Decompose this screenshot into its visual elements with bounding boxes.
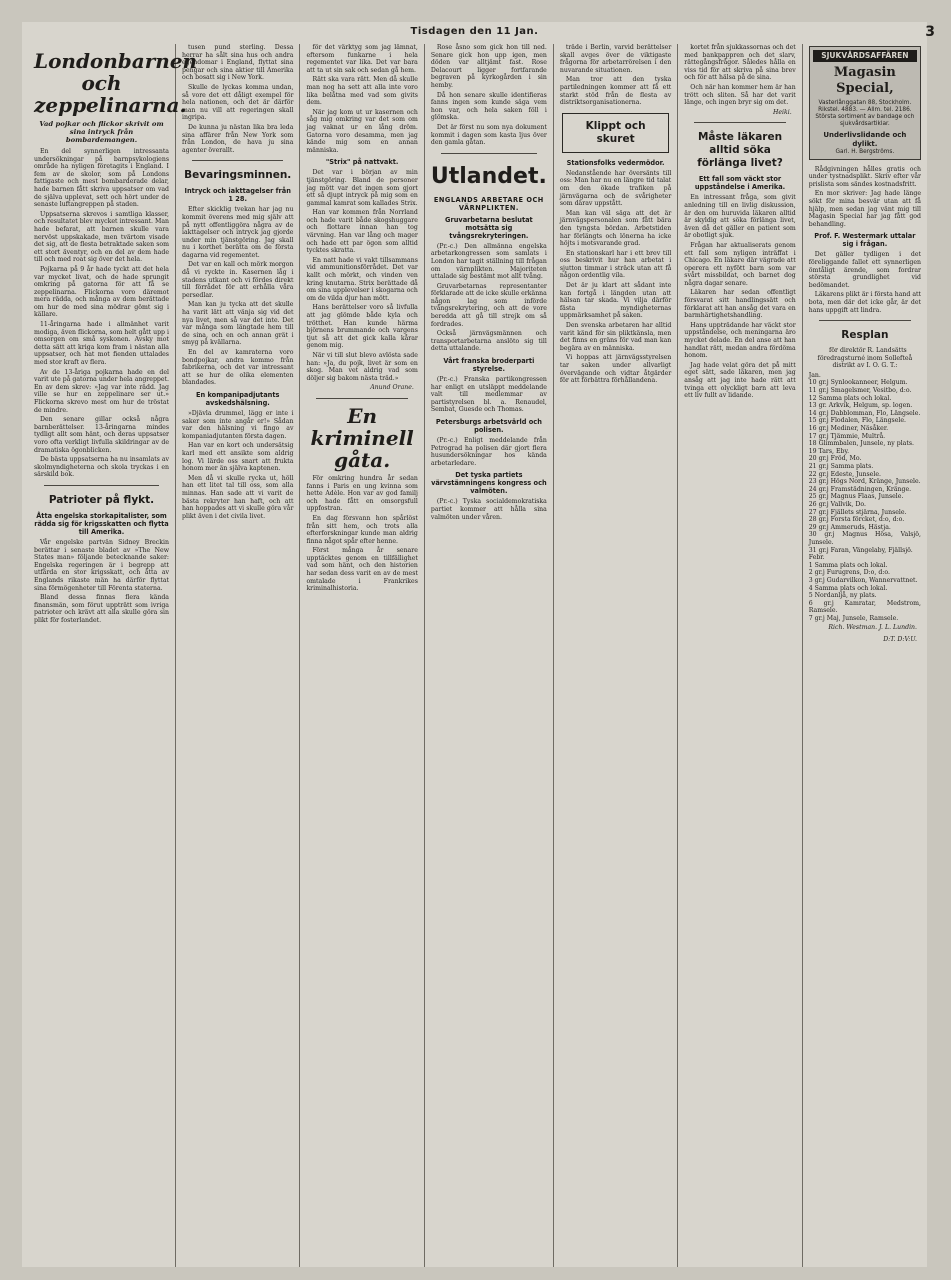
ad-title: Magasin Special, bbox=[833, 64, 896, 96]
list-item: 21 gr.j Samma plats. bbox=[808, 463, 874, 470]
paragraph: (Pr.-c.) Tyska socialdemokratiska partiet kommer att hålla sina valmöten under våren. bbox=[430, 498, 547, 521]
paragraph: Nedanstående har översänts till oss: Man har nu en längre tid talat om den ökade trafiken på järnvägarna och de svårigheter som därav uppstått. bbox=[559, 169, 672, 208]
paragraph: Läkaren har sedan offentligt försvarat sitt handlingssätt och förklarat att han ansåg det vara en barmhärtighetshandling. bbox=[684, 289, 796, 320]
paragraph: Han var en kort och undersätsig karl med ett ansikte som aldrig log. Vi lärde oss snart att frukta honom mer än själva kaptenen. bbox=[182, 442, 294, 473]
article-title-resplan: Resplan bbox=[841, 329, 889, 342]
list-item: 2 gr.j Furugrens, D:o, d:o. bbox=[808, 569, 890, 577]
article-title-bevaringsminnen: Bevaringsminnen. bbox=[184, 169, 292, 182]
list-item: 13 gr. Arkvik, Helgum, sp. logen. bbox=[808, 402, 913, 410]
paragraph: Läkarens plikt är i första hand att bota, men där det icke går, är det hans uppgift att lindra. bbox=[808, 291, 921, 314]
paragraph: Av de 13-åriga pojkarna hade en del varit ute på gatorna under hela angreppet. En av dem skrev: »Jag var inte rädd. Jag ville se hur en zeppelinare ser ut.» Flickorna skrevo mest om hur de tröstat de mindre. bbox=[34, 368, 169, 414]
paragraph: Rådgivningen hålles gratis och under tystnadsplikt. Skriv efter vår prislista som sändes kostnadsfritt. bbox=[808, 165, 921, 188]
column-3 bbox=[300, 44, 424, 1267]
section-box bbox=[562, 113, 669, 153]
paragraph: (Pr.-c.) Enligt meddelande från Petrograd ha polisen där gjort flera husundersökningar hos kända arbetarledare. bbox=[430, 437, 547, 467]
closing-signature-titles: D:T. D:V:U. bbox=[883, 636, 917, 644]
ad-text: Största sortiment av bandage och sjukvårdsartiklar. bbox=[815, 113, 915, 127]
paragraph: Den senare gillar också några barnberättelser. 13-åringarna mindes tydligt allt som hänt, och deras uppsatser voro ofta verkligt livfulla skildringar av de dramatiska ögonblicken. bbox=[34, 416, 169, 454]
columns bbox=[28, 44, 927, 1267]
newspaper-page bbox=[22, 22, 935, 1267]
list-item: 28 gr.j Forsta förcket, d:o, d:o. bbox=[808, 516, 905, 524]
paragraph: Hans uppträdande har väckt stor uppståndelse, och meningarna äro mycket delade. En del anse att han handlat rätt, medan andra fördöma honom. bbox=[684, 321, 796, 360]
paragraph: Frågan har aktualiserats genom ett fall som nyligen inträffat i Chicago. En läkare där vägrade att operera ett nyfött barn som var svårt missbildat, och barnet dog några dagar senare. bbox=[684, 241, 796, 287]
article-subtitle: Prof. F. Westermark uttalar sig i frågan. bbox=[814, 232, 916, 249]
paragraph: Jag hade velat göra det på mitt eget sätt, sade läkaren, men jag ansåg att jag inte hade rätt att tvinga ett olyckligt barn att leva ett liv fullt av lidande. bbox=[684, 361, 796, 400]
list-item: 10 gr.j Synlookanneer, Helgum. bbox=[808, 379, 908, 387]
paragraph: tusen pund sterling. Dessa herrar ha sålt sina hus och andra egendomar i England, flyttat sina pengar och sina aktier till Amerika och bosatt sig i New York. bbox=[182, 44, 294, 82]
list-item: 18 Glimmbalen, Junsele, ny plats. bbox=[808, 440, 914, 448]
paragraph: Hans berättelser voro så livfulla att jag glömde både kyla och trötthet. Han kunde härma björnens brummande och vargens tjut så att det gick kalla kårar genom mig. bbox=[306, 304, 418, 350]
column-1 bbox=[28, 44, 198, 1267]
column-5 bbox=[554, 44, 678, 1267]
author-signature: Heiki. bbox=[773, 108, 792, 116]
list-item: 22 gr.j Edeste, Junsele. bbox=[808, 470, 881, 478]
paragraph: Uppsatserna skrevos i samtliga klasser, och resultatet blev mycket intressant. Man hade befarat, att barnen skulle vara nervöst uppskakade, men tvärtom visade det sig, att de flesta betraktade saken som ett stort äventyr, och en del av dem hade till och med roat sig över det hela. bbox=[34, 210, 169, 264]
divider bbox=[819, 320, 911, 321]
paragraph: Den svenska arbetaren har alltid varit känd för sin pliktkänsla, men det finns en gräns för vad man kan begära av en människa. bbox=[559, 322, 672, 352]
plan-list bbox=[809, 379, 921, 554]
paragraph: Han var kommen från Norrland och hade varit både skogshuggare och flottare innan han tog värvning. Han var lång och mager och hade ett par ögon som alltid tycktes skratta. bbox=[306, 209, 418, 255]
list-item: 7 gr.j Maj, Junsele, Ramsele. bbox=[808, 614, 899, 622]
paragraph: När vi till slut blevo avlösta sade han: »Ja, du pojk, livet är som en skog. Man vet aldrig vad som döljer sig bakom nästa träd.» bbox=[306, 351, 418, 382]
list-item: 14 gr.j Dabblomman, Flo, Längsele. bbox=[808, 409, 921, 417]
paragraph: Det var en kall och mörk morgon då vi ryckte in. Kasernen låg i stadens utkant och vi fördes direkt till förrådet för att erhålla våra persedlar. bbox=[182, 261, 294, 299]
section-title-klippt: Klippt och skuret bbox=[585, 119, 646, 145]
article-title-londonbarnen: Londonbarnen och zeppelinarna. bbox=[34, 49, 198, 117]
paragraph: Vi hoppas att järnvägsstyrelsen tar saken under allvarligt övervägande och vidtar åtgärder för att förbättra förhållandena. bbox=[559, 354, 672, 385]
article-subtitle: Intryck och iakttagelser från 1 28. bbox=[184, 187, 291, 204]
paragraph: Gruvarbetarnas representanter förklarade att de icke skulle erkänna någon lag som införde tvångsrekrytering, och att de vore beredda att gå till strejk om så fordrades. bbox=[430, 282, 547, 328]
paragraph: En del synnerligen intressanta undersökningar på barnpsykologiens område ha nyligen företagits i England. I fem av de skolor, som på Londons fattigaste och mest bombarderade delar, hade barnen fått skriva uppsatser om vad de själva upplevat, sett och hört under de senaste luftangreppen på staden. bbox=[34, 148, 169, 209]
list-item: 4 Samma plats och lokal. bbox=[808, 584, 888, 592]
paragraph: Man kan väl säga att det är järnvägspersonalen som fått bära den tyngsta bördan. Arbetstiden har förlängts och lönerna ha icke höjts i motsvarande grad. bbox=[559, 209, 672, 248]
list-item: 26 gr.j Vallvik, Do. bbox=[808, 500, 866, 508]
column-7 bbox=[803, 44, 927, 1267]
paragraph: Pojkarna på 9 år hade tyckt att det hela var mycket livat, och de hade sprungit omkring på gatorna för att få se zeppelinarna. Flickorna voro däremot mera rädda, och många av dem berättade om hur de med sina mödrar gömt sig i källare. bbox=[34, 265, 169, 319]
advertisement bbox=[809, 46, 921, 160]
plan-month: Febr. bbox=[808, 554, 825, 562]
paragraph: Det är först nu som nya dokument kommit i dagen som kasta ljus över den gamla gåtan. bbox=[430, 123, 547, 147]
paragraph: Också järnvägsmännen och transportarbetarna anslöto sig till detta uttalande. bbox=[430, 330, 547, 353]
paragraph: Bland dessa finnas flera kända finansmän, som förut uppträtt som ivriga patrioter och krävt att alla skulle göra sin plikt för fosterlandet. bbox=[34, 594, 169, 624]
plan-intro: för direktör R. Landsätts föredragsturné inom Sollefteå distrikt av I. O. G. T.: bbox=[817, 347, 913, 370]
column-6 bbox=[678, 44, 802, 1267]
list-item: 30 gr.j Magnus Hösa, Valsjö, Junsele. bbox=[808, 531, 921, 546]
paragraph: Det var i början av min tjänstgöring. Bland de personer jag mött var det ingen som gjort ett så djupt intryck på mig som en gammal kamrat som kallades Strix. bbox=[306, 169, 418, 207]
paragraph: En natt hade vi vakt tillsammans vid ammunitionsförrådet. Det var kallt och mörkt, och vinden ven kring knutarna. Strix berättade då om sina upplevelser i skogarna och om de vilda djur han mött. bbox=[306, 256, 418, 302]
ad-headline: Underlivslidande och dylikt. bbox=[823, 130, 907, 148]
list-item: 3 gr.j Gudarvilkon, Wannervattnet. bbox=[808, 576, 918, 584]
running-title: Tisdagen den 11 Jan. bbox=[410, 26, 539, 37]
paragraph: Vår engelske partvän Sidney Breckin berättar i senaste bladet av »The New States man» följande betecknande saker: Engelska regeringen är i begrepp att utfärda en stor krigsskatt, och åtta av Englands rikaste män ha därför flyttat sina förmögenheter till Förenta staterna. bbox=[34, 538, 169, 592]
list-item: 25 gr.j Magnus Flaas, Junsele. bbox=[808, 493, 904, 501]
article-subtitle: Ett fall som väckt stor uppståndelse i Amerika. bbox=[694, 175, 786, 192]
article-subtitle: ENGLANDS ARBETARE OCH VÄRNPLIKTEN. bbox=[433, 195, 544, 212]
list-item: 31 gr.j Faran, Vängelaby, Fjällsjö. bbox=[808, 546, 913, 554]
paragraph: En dag försvann hon spårlöst från sitt hem, och trots alla efterforskningar kunde man aldrig finna något spår efter henne. bbox=[306, 514, 418, 545]
paragraph: Efter skicklig tvekan har jag nu kommit överens med mig själv att på nytt offentliggöra några av de iakttagelser och intryck jag gjorde under min tjänstgöring. Jag skall nu i korthet berätta om de första dagarna vid regementet. bbox=[182, 206, 294, 259]
plan-month: Jan. bbox=[808, 371, 821, 379]
list-item: 20 gr.j Fröd, Mo. bbox=[808, 455, 862, 463]
author-signature: Anund Orane. bbox=[370, 384, 414, 392]
paragraph: 11-åringarna hade i allmänhet varit modiga, även flickorna, som helt gått upp i omsorgen om små syskonen. Avsky mot detta sätt att kriga kom fram i nästan alla uppsatser, och hat mot fienden uttalades med stor kraft av flera. bbox=[34, 321, 169, 367]
paragraph: (Pr.-c.) Franska partikongressen har enligt en utsläppt meddelande valt till medlemmar av partistyrelsen bl. a. Renaudel, Sembat, Guesde och Thomas. bbox=[430, 376, 547, 414]
paragraph: De bästa uppsatserna ha nu insamlats av skolmyndigheterna och skola tryckas i en särskild bok. bbox=[34, 456, 170, 479]
divider bbox=[192, 160, 283, 161]
paragraph: En intressant fråga, som givit anledning till en livlig diskussion, är den om huruvida läkaren alltid är skyldig att söka förlänga livet, även då det gäller en patient som är obotligt sjuk. bbox=[684, 194, 796, 240]
paragraph: En mor skriver: Jag hade länge sökt för mina besvär utan att få hjälp, men sedan jag vänt mig till Magasin Special har jag fått god behandling. bbox=[808, 190, 921, 228]
paragraph: Det är ju klart att sådant inte kan fortgå i längden utan att hälsan tar skada. Vi vilja därför fästa myndigheternas uppmärksamhet på saken. bbox=[559, 282, 672, 320]
ad-signature: Garl. H. Bergströms. bbox=[835, 148, 895, 155]
paragraph: Men då vi skulle rycka ut, höll han ett litet tal till oss, som alla minnas. Han sade att vi varit de bästa rekryter han haft, och att han hoppades att vi skulle göra vår plikt även i det civila livet. bbox=[182, 474, 294, 520]
ad-address: Vasterlånggatan 88, Stockholm. bbox=[818, 99, 912, 106]
list-item: 19 Tars, Eby. bbox=[808, 447, 850, 455]
column-4 bbox=[425, 44, 554, 1267]
ad-phone: Rikstel. 4883. — Allm. tel. 2186. bbox=[818, 106, 912, 113]
divider bbox=[441, 153, 537, 154]
article-title-lakaren: Måste läkaren alltid söka förlänga livet? bbox=[697, 131, 783, 170]
paragraph: Först många år senare upptäcktes genom en tillfällighet vad som hänt, och den historien har sedan dess varit en av de mest omtalade i Frankrikes kriminalhistoria. bbox=[306, 547, 418, 593]
divider bbox=[316, 398, 407, 399]
paragraph: träde i Berlin, varvid berättelser skall avges över de viktigaste frågorna för arbetarrörelsen i den nuvarande situationen. bbox=[559, 44, 672, 74]
paragraph: En stationskarl har i ett brev till oss beskrivit hur han arbetat i sjutton timmar i sträck utan att få någon ordentlig vila. bbox=[559, 249, 672, 280]
article-subtitle: Gruvarbetarna beslutat motsätta sig tvångsrekryteringen. bbox=[445, 215, 533, 240]
divider bbox=[694, 122, 785, 123]
paragraph: Och när han kommer hem är han trött och sliten. Så har det varit länge, och ingen bryr sig om det. bbox=[684, 83, 796, 107]
paragraph: De kunna ju nästan lika bra leda sina affärer från New York som från London, de hava ju sina agenter överallt. bbox=[182, 123, 294, 154]
paragraph: Skulle de lyckas komma undan, så vore det ett dåligt exempel för hela nationen, och det är därför man nu vill att regeringen skall ingripa. bbox=[182, 83, 294, 122]
page-number: 3 bbox=[925, 24, 935, 40]
list-item: 12 Samma plats och lokal. bbox=[808, 394, 892, 402]
divider bbox=[44, 485, 159, 486]
article-subtitle: Det tyska partiets värvstämningens kongress och valmöten. bbox=[431, 471, 547, 496]
paragraph: kortet från sjukkassornas och det med bankpappren och det slarv, rättegångsfrågor. Således hålla en viss tid för att skriva på sina brev och för att hälsa på de sina. bbox=[684, 44, 796, 82]
list-item: 29 gr.j Ammeruds, Hästja. bbox=[808, 523, 891, 531]
paragraph: för det värktyg som jag lämnat, eftersom funkarne i hela regementet var lika. Det var bara att ta ut sin sak och sedan gå hem. bbox=[306, 44, 418, 74]
paragraph: »Djävla drummel, lägg er inte i saker som inte angår er!» Sådan var den hälsning vi fingo av kompaniadjutanten första dagen. bbox=[182, 409, 294, 440]
paragraph: För omkring hundra år sedan fanns i Paris en ung kvinna som hette Adèle. Hon var av god familj och hade fått en omsorgsfull uppfostran. bbox=[306, 474, 418, 513]
article-subtitle: En kompanipadjutants avskedshälsning. bbox=[195, 390, 280, 407]
list-item: 23 gr.j Högs Nord, Kränge, Junsele. bbox=[808, 478, 921, 486]
article-subtitle: "Strix" på nattvakt. bbox=[325, 158, 399, 167]
paragraph: När jag kom ut ur kasernen och såg mig omkring var det som om jag vaknat ur en lång dröm. Gatorna voro desamma, men jag kände mig som en annan människa. bbox=[306, 108, 418, 154]
paragraph: En del av kamraterna voro bondpojkar, andra kommo från fabrikerna, och det var intressant att se hur de olika elementen blandades. bbox=[182, 349, 294, 387]
ad-band: SJUKVÅRDSAFFÄREN bbox=[813, 50, 917, 62]
section-title-utlandet: Utlandet. bbox=[430, 163, 547, 189]
column-2 bbox=[176, 44, 300, 1267]
list-item: 17 gr.j Tjämmie, Multrå. bbox=[808, 432, 886, 440]
closing-signature: Rich. Westman. J. L. Lundin. bbox=[828, 624, 917, 632]
article-title-patrioter: Patrioter på flykt. bbox=[48, 493, 155, 506]
list-item: 1 Samma plats och lokal. bbox=[808, 561, 888, 569]
list-item: 5 Nordanljå, ny plats. bbox=[808, 592, 877, 600]
paragraph: Det gäller tydligen i det föreliggande fallet ett synnerligen ömtåligt ärende, som fordrar största grundlighet vid bedömandet. bbox=[808, 251, 921, 289]
plan-list bbox=[809, 562, 921, 623]
paragraph: Då hon senare skulle identifieras fanns ingen som kunde säga vem hon var, och hela saken föll i glömska. bbox=[430, 91, 547, 122]
paragraph: Rose åsno som gick hon till ned. Senare gick hon upp igen, men döden var alltjämt fast. Rose Delacourt ligger fortfarande begraven på kyrkogården i sin hemby. bbox=[430, 44, 547, 89]
article-subtitle: Petersburgs arbetsvärld och polisen. bbox=[435, 418, 542, 434]
paragraph: Rätt ska vara rätt. Men då skulle man nog ha sett att alla inte voro lika belåtna med vad som givits dem. bbox=[306, 76, 418, 107]
list-item: 15 gr.j Flodalen, Flo, Längsele. bbox=[808, 417, 906, 425]
list-item: 11 gr.j Smagelsmer, Vesitbo, d:o. bbox=[808, 387, 912, 395]
article-subtitle: Stationsfolks vedermödor. bbox=[566, 158, 665, 167]
article-title-kriminell-gata: En kriminell gåta. bbox=[310, 403, 414, 472]
list-item: 16 gr.j Mediner, Näsåker. bbox=[808, 425, 889, 433]
article-subtitle: Åtta engelska storkapitalister, som rädda sig för krigsskatten och flytta till Amerika. bbox=[34, 511, 169, 536]
article-lead: Vad pojkar och flickor skrivit om sina intryck från bombardemangen. bbox=[39, 120, 164, 144]
paragraph: Man tror att den tyska partiledningen kommer att få ett starkt stöd från de flesta av distriktsorganisationerna. bbox=[559, 76, 672, 107]
list-item: 24 gr.j Framstädningen, Kränge. bbox=[808, 485, 912, 493]
list-item: 6 gr.j Kamratar, Medstrom, Ramsele. bbox=[808, 599, 921, 615]
paragraph: (Pr.-c.) Den allmänna engelska arbetarkongressen som samlats i London har tagit ställning till frågan om värnplikten. Majoriteten uttalade sig bestämt mot allt tvång. bbox=[430, 242, 547, 281]
list-item: 27 gr.j Fjällets stjärna, Junsele. bbox=[808, 508, 907, 516]
article-subtitle: Vårt franska broderparti styrelse. bbox=[443, 357, 535, 374]
paragraph: Man kan ju tycka att det skulle ha varit lätt att vänja sig vid det nya livet, men så var det inte. Det var många som längtade hem till de sina, och en och annan grät i smyg på kvällarna. bbox=[182, 301, 294, 347]
